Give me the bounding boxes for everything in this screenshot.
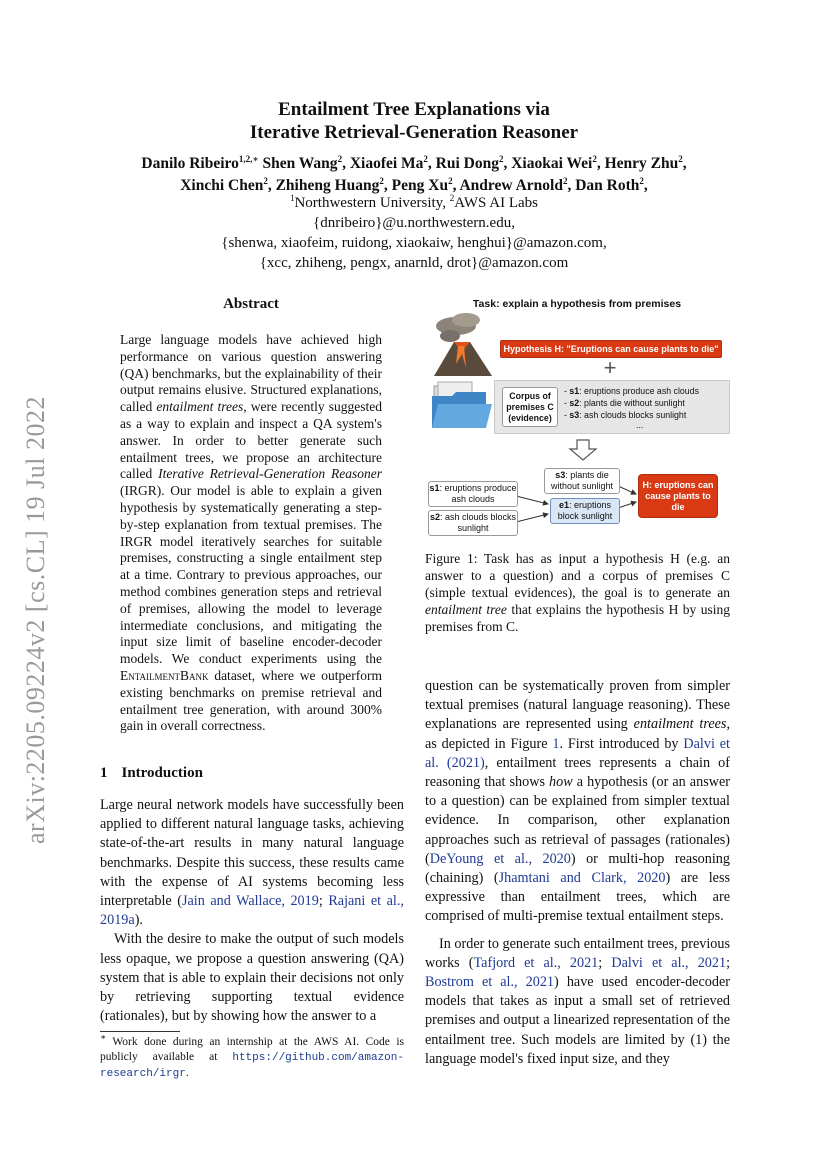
tree-node-e1: e1: eruptions block sunlight: [550, 498, 620, 524]
right-column-body: [425, 677, 730, 1069]
author-list: [60, 153, 768, 197]
figure-1: [422, 296, 732, 536]
paragraph: question can be systematically proven from simpler textual premises (natural language reasoning). These explanations are represented using entailment trees, as depicted in Figure 1. First introduced by Dalvi et al. (2021), entailment trees represents a chain of reasoning that shows how a hypothesis (or an answer to a question) can be explained from simpler textual evidence. In comparison, other explanation approaches such as retrieval of passages (rationales) (DeYoung et al., 2020) or multi-hop reasoning (chaining) (Jhamtani and Clark, 2020) are less expressive than entailment trees, which are comprised of multi-premise textual entailment steps.: [425, 678, 730, 925]
title-line-1: Entailment Tree Explanations via: [278, 99, 550, 120]
premise-ellipsis: ...: [636, 420, 644, 430]
tree-node-hypothesis: H: eruptions can cause plants to die: [638, 474, 718, 518]
corpus-label-box: Corpus of premises C (evidence): [502, 387, 558, 427]
author: Andrew Arnold$^2$,: [459, 175, 572, 194]
affiliation-line: $^1$Northwestern University, $^2$AWS AI Labs: [289, 193, 539, 211]
paragraph: Large neural network models have successfully been applied to different natural language tasks, achieving state-of-the-art results in many natural language benchmarks. Despite this success, these results came with the expense of AI systems becoming less interpretable (Jain and Wallace, 2019; Rajani et al., 2019a).: [100, 797, 404, 929]
footnote: ∗ Work done during an internship at the AWS AI. Code is publicly available at https://github.com/amazon-research/irgr.: [100, 1032, 404, 1080]
citation-link[interactable]: Dalvi et al. (2021): [425, 735, 730, 771]
citation-link[interactable]: Rajani et al., 2019a: [100, 893, 404, 929]
email-line: {dnribeiro}@u.northwestern.edu,: [313, 215, 515, 231]
author: Henry Zhu$^2$,: [604, 153, 687, 172]
author: Zhiheng Huang$^2$,: [275, 175, 388, 194]
tree-node-s2: s2: ash clouds blocks sunlight: [428, 510, 518, 536]
citation-link[interactable]: Jhamtani and Clark, 2020: [498, 870, 666, 887]
code-url-link[interactable]: https://github.com/amazon-research/irgr: [100, 1052, 404, 1080]
premise-item: - s2: plants die without sunlight: [564, 398, 685, 408]
author: Danilo Ribeiro$^{1,2,∗}$: [141, 153, 259, 172]
paragraph: In order to generate such entailment trees, previous works (Tafjord et al., 2021; Dalvi et al., 2021; Bostrom et al., 2021) have used encoder-decoder models that takes as input a small set of retrieved premises and output a linearized representation of the entailment tree. Such models are limited by (1) the language model's fixed input size, and they: [425, 935, 731, 1067]
plus-icon: +: [603, 355, 617, 380]
premise-item: - s3: ash clouds blocks sunlight: [564, 410, 687, 420]
section-title: Introduction: [121, 765, 203, 781]
citation-link[interactable]: Tafjord et al., 2021: [473, 954, 599, 971]
email-line: {xcc, zhiheng, pengx, anarnld, drot}@amazon.com: [259, 255, 569, 271]
abstract-body: Large language models have achieved high performance on various question answering (QA) benchmarks, but the explainability of their output remains elusive. Structured explanations, called entailment trees, were recently suggested as a way to explain and inspect a QA system's answer. In order to better generate such entailment trees, we propose an architecture called Iterative Retrieval-Generation Reasoner (IRGR). Our model is able to explain a given hypothesis by systematically generating a step-by-step explanation from textual premises. The IRGR model iteratively searches for suitable premises, constructing a single entailment step at a time. Contrary to previous approaches, our method combines generation steps and retrieval of premises, allowing the model to leverage intermediate conclusions, and mitigating the input size limit of baseline encoder-decoder models. We conduct experiments using the EntailmentBank dataset, where we outperform existing benchmarks on premise retrieval and entailment tree generation, with around 300% gain in overall correctness.: [120, 332, 382, 734]
tree-node-s3: s3: plants die without sunlight: [544, 468, 620, 494]
affiliations: [60, 193, 768, 273]
abstract-heading: Abstract: [223, 296, 279, 312]
figure-caption: Figure 1: Task has as input a hypothesis H (e.g. an answer to a question) and a corpus of premises C (simple textual evidences), the goal is to generate an entailment tree that explains the hypothesis H by using premises from C.: [425, 551, 730, 634]
paragraph: With the desire to make the output of such models less opaque, we propose a question answering (QA) system that is able to explain their decisions not only by retrieving supporting textual evidence (rationales), but by showing how the answer to a: [100, 931, 404, 1025]
citation-link[interactable]: DeYoung et al., 2020: [429, 850, 571, 867]
section-number: 1: [100, 765, 108, 781]
author: Dan Roth$^2$,: [575, 175, 648, 194]
figure-title: Task: explain a hypothesis from premises: [472, 298, 682, 310]
premise-item: - s1: eruptions produce ash clouds: [564, 386, 699, 396]
arxiv-id: arXiv:2205.09224v2 [cs.CL] 19 Jul 2022: [21, 396, 50, 844]
author: Shen Wang$^2$,: [262, 153, 346, 172]
title-line-2: Iterative Retrieval-Generation Reasoner: [249, 122, 579, 143]
introduction-body: [100, 796, 404, 1026]
citation-link[interactable]: Jain and Wallace, 2019: [181, 893, 319, 910]
citation-link[interactable]: Bostrom et al., 2021: [425, 974, 555, 991]
section-heading-introduction: [100, 765, 402, 782]
arxiv-sidebar-stamp: [16, 380, 56, 860]
author: Xinchi Chen$^2$,: [180, 175, 272, 194]
tree-node-s1: s1: eruptions produce ash clouds: [428, 481, 518, 507]
figure-reference-link[interactable]: 1: [552, 735, 560, 752]
paper-title: [0, 98, 828, 144]
hypothesis-box: Hypothesis H: "Eruptions can cause plants to die": [500, 340, 722, 358]
footnote-rule: [100, 1031, 180, 1032]
email-line: {shenwa, xiaofeim, ruidong, xiaokaiw, henghui}@amazon.com,: [221, 235, 607, 251]
author: Xiaokai Wei$^2$,: [511, 153, 601, 172]
citation-link[interactable]: Dalvi et al., 2021: [611, 954, 727, 971]
author: Rui Dong$^2$,: [435, 153, 508, 172]
author: Xiaofei Ma$^2$,: [349, 153, 432, 172]
author: Peng Xu$^2$,: [391, 175, 457, 194]
